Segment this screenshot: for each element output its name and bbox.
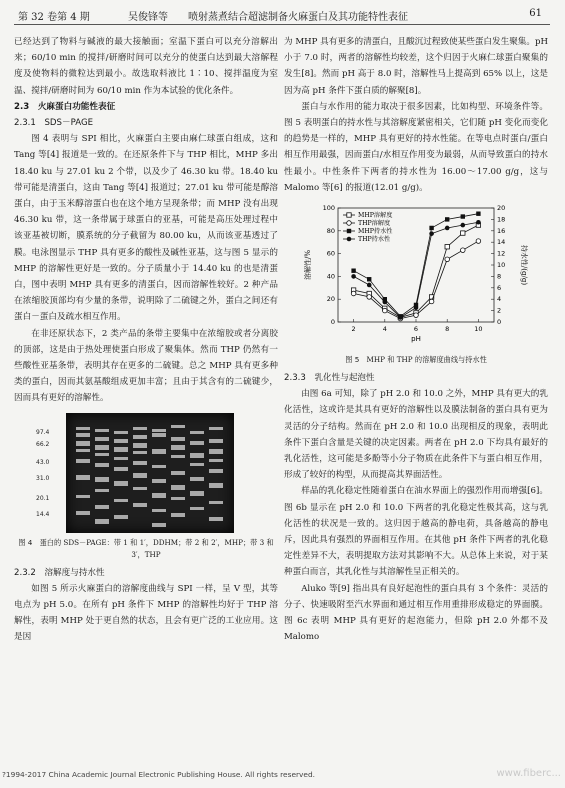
- gel-marker-label: 14.4: [36, 510, 50, 518]
- y-tick-label: 40: [326, 272, 335, 281]
- gel-lane: [152, 419, 166, 527]
- data-point: [414, 313, 419, 318]
- gel-band: [76, 459, 90, 463]
- solubility-whc-chart: [298, 200, 534, 350]
- data-point: [429, 226, 433, 230]
- gel-marker-label: 20.1: [36, 494, 50, 502]
- data-point: [445, 226, 450, 231]
- gel-band: [95, 477, 109, 482]
- data-point: [445, 257, 450, 262]
- gel-lane: [76, 419, 90, 527]
- gel-band: [95, 453, 109, 456]
- right-column: [284, 34, 548, 645]
- gel-band: [190, 441, 204, 445]
- gel-band: [171, 437, 185, 441]
- gel-band: [152, 433, 166, 437]
- paragraph-right-4: Aluko 等[9] 指出具有良好起泡性的蛋白具有 3 个条件：灵活的分子、快速吸附至汽水界面和通过相互作用重排形成稳定的界面膜。图 6c 表明 MHP 具有更好的起泡能力，但除 pH 2.0 外都不及 Malomo: [284, 583, 548, 643]
- gel-band: [76, 495, 90, 498]
- gel-band: [209, 469, 223, 473]
- data-point: [461, 248, 466, 253]
- paragraph-right-0: 为 MHP 具有更多的清蛋白，且酸沉过程致使某些蛋白发生聚集。pH 小于 7.0 时，两者的溶解性均较差，这个归因于火麻仁球蛋白聚集的发生[8]。然而 pH 高于 8.0 时，溶解性马上提高到 65% 以上，这是因为高 pH 条件下蛋白质的解聚[8]。: [284, 37, 548, 96]
- gel-band: [114, 481, 128, 486]
- section-heading-2-3: 2.3 火麻蛋白功能性表征: [14, 101, 116, 112]
- gel-band: [114, 457, 128, 460]
- paragraph-left-2: 在非还原状态下，2 类产品的条带主要集中在浓缩胶或者分离胶的顶部，这是由于热处理使蛋白形成了聚集体。然而 THP 仍然有一些酸性亚基条带，表明其存在更多的二硫键。总之 MHP 具有更多种类的蛋白，因而其氨基酸组成更加丰富；且由于其含有的二硫键少，因而具有更好的溶解性。: [14, 328, 278, 404]
- data-point: [414, 305, 419, 310]
- paragraph-right-1: 蛋白与水作用的能力取决于很多因素，比如构型、环境条件等。图 5 表明蛋白的持水性与其溶解度紧密相关，它们随 pH 变化而变化的趋势是一样的，MHP 具有更好的持水性能。在等电点时蛋白/蛋白相互作用最强，因而蛋白/水相互作用变为最弱，从而导致蛋白的持水性最小。中性条件下两者的持水性为 16.00～17.00 g/g，这与 Malomo 等[6] 的报道(12.01 g/g)。: [284, 101, 548, 193]
- gel-band: [190, 453, 204, 458]
- paragraph-left-1: 图 4 表明与 SPI 相比，火麻蛋白主要由麻仁球蛋白组成，这和 Tang 等[4] 报道是一致的。在还原条件下与 THP 相比，MHP 多出 18.40 ku 与 27.01 ku 2 个带，以及少了 46.30 ku 带。18.40 ku 带可能是清蛋白，这由 Tang 等[4] 报道过；27.01 ku 带可能是醇溶蛋白，由于玉米醇溶蛋白也在这个地方呈现条带；而 MHP 没有出现 46.30 ku 带，这一条带属于球蛋白的亚基，可能是高压处理过程中该亚基被切断，膜系统的分子截留为 80.00 ku，从而该亚基透过了膜。电泳图显示 THP 具有更多的酸性及碱性亚基，这与图 5 显示的 MHP 的溶解性更好是一致的。分子质量小于 14.40 ku 的也是清蛋白，图中表明 MHP 具有更多的清蛋白，因而溶解性较好。2 种产品在浓缩胶顶部均有少量的条带，说明除了二硫键之外，蛋白之间还有蛋白－蛋白及疏水相互作用。: [14, 134, 278, 323]
- x-tick-label: 6: [413, 325, 419, 334]
- gel-band: [152, 479, 166, 483]
- gel-lane: [171, 419, 185, 527]
- data-point: [445, 217, 449, 221]
- data-point: [351, 291, 356, 296]
- x-axis-label: pH: [411, 335, 421, 344]
- gel-band: [95, 463, 109, 467]
- data-point: [347, 213, 351, 217]
- gel-marker-label: 97.4: [36, 428, 50, 436]
- gel-band: [95, 429, 109, 432]
- gel-band: [190, 477, 204, 481]
- gel-band: [76, 427, 90, 430]
- journal-volume: 第 32 卷第 4 期: [18, 12, 90, 23]
- gel-band: [133, 503, 147, 507]
- legend-entry: THP溶解度: [358, 220, 391, 228]
- gel-lane: [114, 419, 128, 527]
- x-tick-label: 4: [382, 325, 387, 334]
- y-tick-label: 20: [326, 295, 335, 304]
- data-point: [461, 214, 465, 218]
- data-point: [383, 308, 388, 313]
- y-tick-label: 80: [326, 226, 335, 235]
- gel-band: [209, 517, 223, 521]
- gel-band: [114, 467, 128, 471]
- data-point: [476, 239, 481, 244]
- section-heading-2-3-2: 2.3.2 溶解度与持水性: [14, 567, 105, 578]
- paragraph-right-3: 样品的乳化稳定性随着蛋白在油水界面上的强烈作用而增强[6]。图 6b 显示在 pH 2.0 和 10.0 下两者的乳化稳定性极其高，这与乳化活性的状况是一致的。这归因于越高的静电荷，具备越高的静电斥，因此具有强烈的界面相互作用。在其他 pH 条件下两者的乳化稳定性差异不大，表明提取方法对其影响不大。从总体上来说，对于某种蛋白而言，其乳化性与其溶解性呈正相关的。: [284, 486, 548, 578]
- data-point: [367, 277, 371, 281]
- figure-5-caption: [284, 354, 548, 366]
- gel-band: [190, 431, 204, 434]
- gel-band: [171, 485, 185, 490]
- data-point: [347, 237, 352, 242]
- gel-band: [209, 427, 223, 430]
- gel-lane: [95, 419, 109, 527]
- gel-lane: [133, 419, 147, 527]
- data-point: [367, 283, 372, 288]
- data-point: [461, 223, 466, 228]
- header-authors: 吴俊锋等: [128, 12, 168, 23]
- gel-band: [95, 519, 109, 524]
- gel-band: [76, 449, 90, 452]
- gel-band: [114, 515, 128, 519]
- gel-band: [152, 509, 166, 512]
- gel-band: [209, 459, 223, 462]
- x-tick-label: 10: [474, 325, 483, 334]
- data-point: [429, 231, 434, 236]
- figure-5-label: 图 5: [345, 355, 360, 365]
- y2-tick-label: 14: [497, 238, 506, 247]
- gel-band: [133, 427, 147, 430]
- gel-band: [171, 513, 185, 517]
- gel-marker-label: 31.0: [36, 474, 50, 482]
- data-point: [347, 221, 352, 226]
- y2-tick-label: 8: [497, 272, 502, 281]
- gel-band: [133, 443, 147, 448]
- data-point: [351, 274, 356, 279]
- gel-band: [76, 441, 90, 446]
- data-point: [461, 231, 465, 235]
- data-point: [429, 299, 434, 304]
- gel-band: [95, 489, 109, 492]
- figure-4: [14, 413, 278, 561]
- data-point: [383, 300, 388, 305]
- legend-entry: MHP溶解度: [358, 212, 393, 220]
- gel-band: [114, 447, 128, 452]
- header-title: 喷射蒸煮结合超滤制备火麻蛋白及其功能特性表征: [188, 12, 408, 23]
- figure-4-text: 蛋白的 SDS－PAGE：带 1 和 1′，DDHM；带 2 和 2′，MHP；带 3 和 3′，THP: [39, 537, 274, 559]
- figure-5-text: MHP 和 THP 的溶解度曲线与持水性: [366, 355, 487, 365]
- gel-lane: [190, 419, 204, 527]
- paragraph-left-0: 已经达到了物料与碱液的最大接触面；室温下蛋白可以充分溶解出来；60/10 min 的搅拌/研磨时间可以充分的使蛋白达到最大溶解程度及使物料的微粒达到最小。故选取料液比 1∶10、搅拌温度为室温、搅拌/研磨时间为 60/10 min 作为本试验的优化条件。: [14, 37, 278, 96]
- watermark-text: www.fiberc...: [496, 768, 561, 779]
- gel-band: [209, 483, 223, 488]
- data-point: [476, 220, 481, 225]
- gel-band: [190, 491, 204, 496]
- y-axis-label: 溶解性/%: [304, 250, 312, 281]
- gel-band: [133, 473, 147, 478]
- gel-band: [95, 505, 109, 509]
- header-authors-title: [128, 8, 408, 23]
- y-tick-label: 0: [330, 318, 335, 327]
- page-number: 61: [529, 8, 542, 19]
- gel-band: [171, 455, 185, 458]
- gel-band: [95, 437, 109, 441]
- gel-band: [152, 429, 166, 432]
- y-tick-label: 100: [322, 204, 335, 213]
- legend-entry: MHP持水性: [358, 228, 393, 236]
- x-tick-label: 8: [445, 325, 450, 334]
- gel-band: [171, 471, 185, 475]
- y2-tick-label: 16: [497, 226, 506, 235]
- gel-marker-label: 43.0: [36, 458, 50, 466]
- gel-band: [152, 493, 166, 498]
- gel-lane: [209, 419, 223, 527]
- y2-tick-label: 0: [497, 318, 502, 327]
- gel-band: [152, 465, 166, 468]
- gel-band: [152, 523, 166, 527]
- gel-band: [133, 451, 147, 454]
- gel-band: [114, 499, 128, 502]
- y2-tick-label: 6: [497, 283, 502, 292]
- section-heading-2-3-3: 2.3.3 乳化性与起泡性: [284, 373, 375, 384]
- gel-band: [171, 425, 185, 428]
- y2-tick-label: 20: [497, 204, 506, 213]
- gel-band: [76, 511, 90, 515]
- gel-band: [171, 445, 185, 450]
- gel-band: [209, 449, 223, 454]
- y-tick-label: 60: [326, 249, 335, 258]
- data-point: [476, 212, 480, 216]
- section-heading-2-3-1: 2.3.1 SDS－PAGE: [14, 118, 94, 129]
- data-point: [347, 229, 351, 233]
- copyright-notice: ?1994-2017 China Academic Journal Electronic Publishing House. All rights reserved.: [2, 770, 316, 779]
- gel-band: [114, 439, 128, 443]
- gel-band: [152, 449, 166, 454]
- data-point: [367, 295, 372, 300]
- data-point: [445, 245, 449, 249]
- electrophoresis-gel-image: [36, 413, 234, 533]
- legend-entry: THP持水性: [358, 236, 391, 244]
- y2-tick-label: 4: [497, 295, 502, 304]
- gel-band: [76, 433, 90, 437]
- gel-band: [114, 431, 128, 434]
- gel-marker-label: 66.2: [36, 440, 50, 448]
- y2-tick-label: 12: [497, 249, 506, 258]
- x-tick-label: 2: [351, 325, 356, 334]
- gel-band: [95, 445, 109, 450]
- left-column: [14, 34, 278, 646]
- gel-band: [133, 435, 147, 439]
- y2-tick-label: 18: [497, 215, 506, 224]
- figure-5: [284, 200, 548, 366]
- data-point: [351, 269, 355, 273]
- gel-band: [76, 475, 90, 480]
- gel-band: [171, 497, 185, 500]
- paragraph-left-3: 如图 5 所示火麻蛋白的溶解度曲线与 SPI 一样，呈 V 型，其等电点为 pH 5.0。在所有 pH 条件下 MHP 的溶解性均好于 THP 溶解性，表明 MHP 处于更自然的状态，且会有更广泛的工业应用。这是因: [14, 583, 278, 643]
- running-header: [14, 4, 550, 25]
- paragraph-right-2: 由图 6a 可知，除了 pH 2.0 和 10.0 之外，MHP 具有更大的乳化活性，这或许是其具有更好的溶解性以及膜法制备的蛋白具有更为灵活的分子结构。然而在 pH 2.0 和 10.0 出现相反的现象，表明此条件下蛋白含量是关键的决定因素。两者在 pH 2.0 下均具有最好的乳化活性，这可能是多酚等小分子物质在此条件下与蛋白相互作用，形成了较好的构型，从而提高其界面活性。: [284, 389, 548, 481]
- y2-tick-label: 2: [497, 306, 502, 315]
- y2-tick-label: 10: [497, 261, 506, 270]
- gel-band: [133, 461, 147, 465]
- gel-band: [209, 439, 223, 443]
- data-point: [398, 315, 403, 320]
- gel-band: [133, 487, 147, 490]
- figure-4-label: 图 4: [18, 537, 33, 547]
- figure-4-caption: [14, 537, 278, 561]
- gel-band: [209, 501, 223, 504]
- gel-band: [190, 507, 204, 510]
- y2-axis-label: 持水性/(g/g): [520, 244, 528, 286]
- gel-band: [190, 463, 204, 466]
